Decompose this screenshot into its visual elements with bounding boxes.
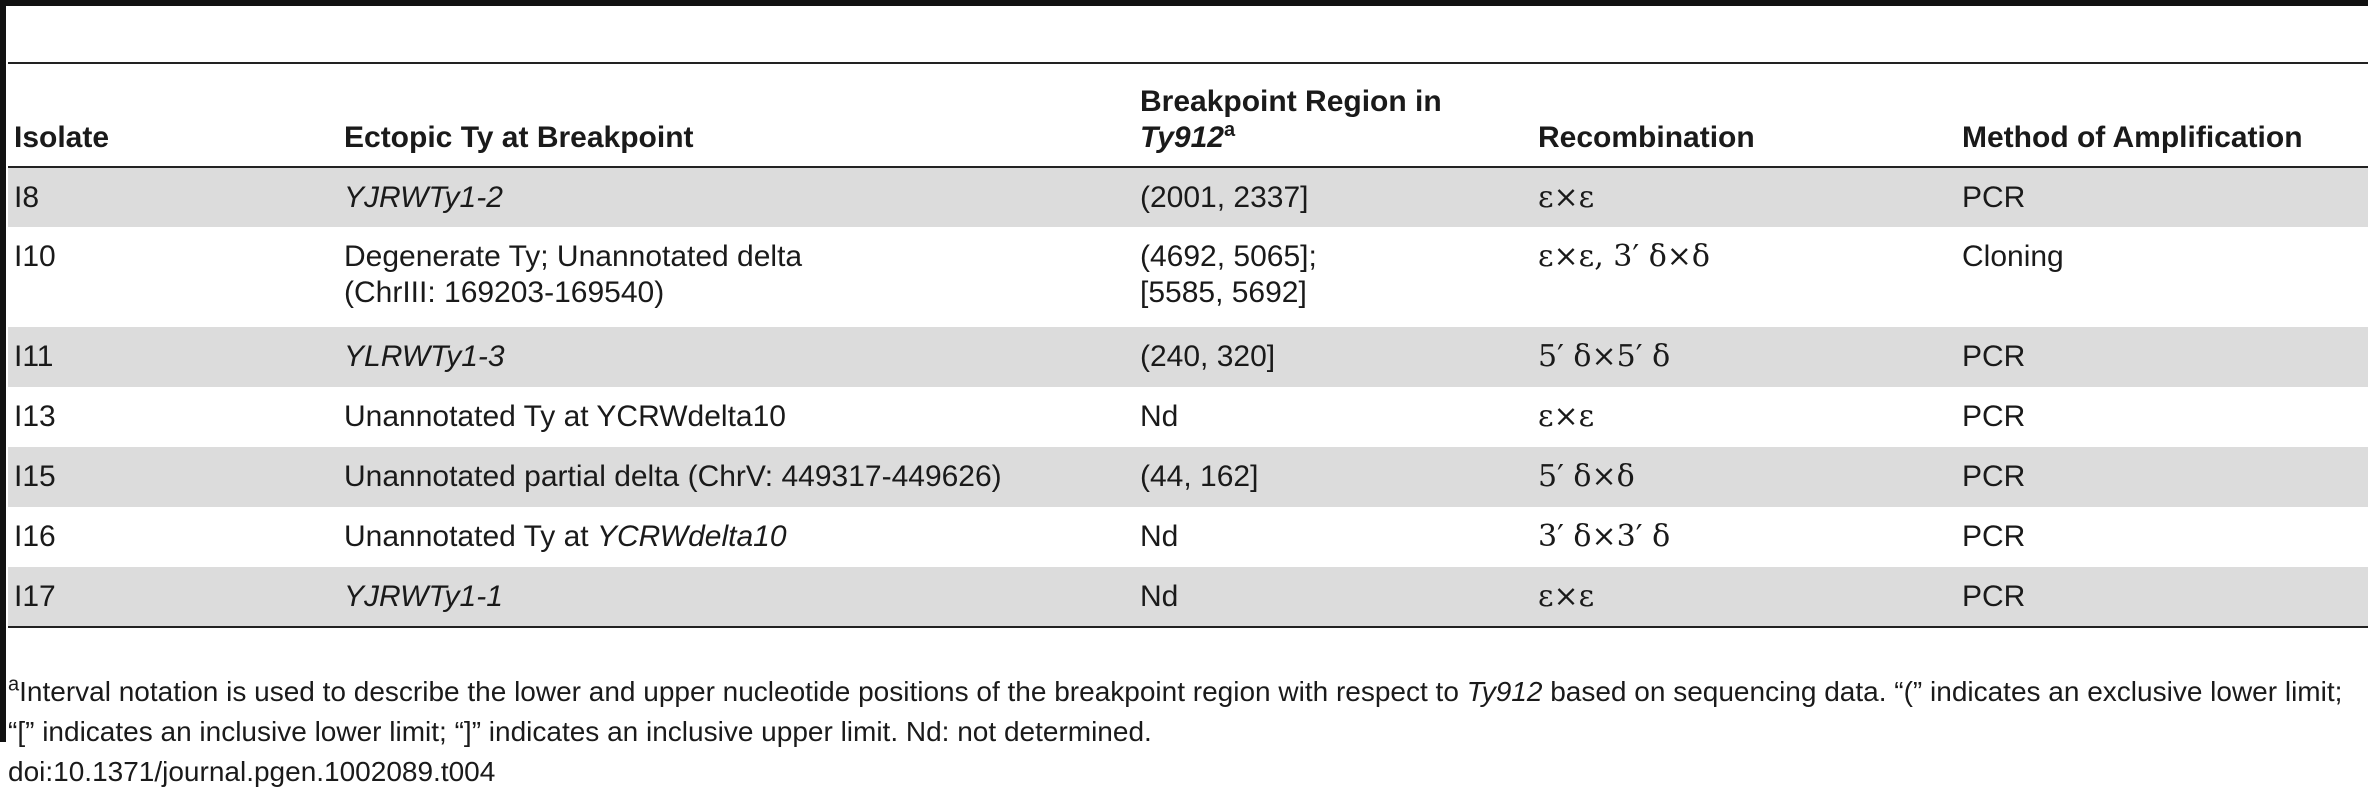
cell-ectopic-italic: YCRWdelta10 [596, 520, 787, 553]
cell-breakpoint: Nd [1140, 400, 1179, 433]
cell-method: PCR [1956, 327, 2368, 387]
cell-ectopic: YJRWTy1-2 [338, 167, 1134, 227]
table-row [8, 507, 2368, 567]
cell-isolate: I10 [14, 240, 56, 273]
header-breakpoint-line1: Breakpoint Region in [1140, 85, 1442, 118]
footnote-mark: a [8, 673, 20, 696]
cell-method: PCR [1956, 167, 2368, 227]
cell-isolate: I11 [8, 327, 338, 387]
header-isolate: Isolate [8, 74, 338, 167]
doi-text: doi:10.1371/journal.pgen.1002089.t004 [8, 756, 496, 787]
table-row [8, 447, 2368, 507]
cell-isolate: I13 [14, 400, 56, 433]
cell-recombination: ε×ε [1538, 399, 1595, 434]
cell-recombination: ε×ε [1532, 167, 1956, 227]
cell-ectopic [338, 507, 1134, 567]
cell-breakpoint: (240, 320] [1134, 327, 1532, 387]
cell-method: PCR [1962, 400, 2026, 433]
cell-isolate: I15 [8, 447, 338, 507]
header-breakpoint-footnote-mark: a [1223, 119, 1236, 141]
cell-breakpoint: (2001, 2337] [1134, 167, 1532, 227]
table-row [8, 387, 2368, 447]
cell-breakpoint-line2: [5585, 5692] [1140, 276, 1307, 309]
cell-ectopic-line2: (ChrIII: 169203-169540) [344, 276, 665, 309]
header-row [8, 74, 2368, 167]
cell-recombination: 5′ δ×δ [1532, 447, 1956, 507]
cell-breakpoint-line1: (4692, 5065]; [1140, 240, 1317, 273]
header-top-rule [8, 62, 2368, 64]
cell-breakpoint [1134, 227, 1532, 327]
left-border [0, 0, 6, 742]
cell-ectopic-line1: Degenerate Ty; Unannotated delta [344, 240, 803, 273]
cell-isolate: I8 [8, 167, 338, 227]
footnote-text-part2: based on sequencing data. “(” indicates an exclusive lower limit; “[” indicates an inclusive lower limit; “]” indicates an inclusive upper limit. Nd: not determined. [8, 676, 2343, 747]
cell-ectopic: Unannotated Ty at YCRWdelta10 [344, 400, 786, 433]
cell-ectopic-prefix: Unannotated Ty at [344, 520, 597, 553]
table-row [8, 227, 2368, 327]
header-breakpoint-line2: Ty912 [1140, 121, 1224, 154]
cell-method: PCR [1956, 567, 2368, 627]
header-ectopic: Ectopic Ty at Breakpoint [338, 74, 1134, 167]
cell-isolate: I16 [14, 520, 56, 553]
cell-recombination: 5′ δ×5′ δ [1532, 327, 1956, 387]
cell-ectopic: YJRWTy1-1 [338, 567, 1134, 627]
table-row [8, 167, 2368, 227]
cell-recombination: ε×ε, 3′ δ×δ [1538, 239, 1710, 274]
cell-ectopic: YLRWTy1-3 [338, 327, 1134, 387]
table-footnote [8, 672, 2364, 752]
cell-recombination: ε×ε [1532, 567, 1956, 627]
header-method: Method of Amplification [1956, 74, 2368, 167]
cell-method: PCR [1956, 447, 2368, 507]
cell-recombination: 3′ δ×3′ δ [1538, 519, 1671, 554]
cell-breakpoint: Nd [1140, 520, 1179, 553]
cell-ectopic [338, 227, 1134, 327]
footnote-text-italic: Ty912 [1466, 676, 1543, 707]
header-recombination: Recombination [1532, 74, 1956, 167]
cell-isolate: I17 [8, 567, 338, 627]
table-row [8, 327, 2368, 387]
table-row [8, 567, 2368, 627]
cell-breakpoint: Nd [1134, 567, 1532, 627]
cell-method: PCR [1962, 520, 2026, 553]
cell-method: Cloning [1962, 240, 2064, 273]
top-rule [0, 0, 2368, 6]
cell-ectopic: Unannotated partial delta (ChrV: 449317-449626) [338, 447, 1134, 507]
footnote-text-part1: Interval notation is used to describe the lower and upper nucleotide positions of the breakpoint region with respect to [19, 676, 1467, 707]
cell-breakpoint: (44, 162] [1134, 447, 1532, 507]
header-breakpoint [1134, 74, 1532, 167]
data-table [8, 74, 2368, 628]
